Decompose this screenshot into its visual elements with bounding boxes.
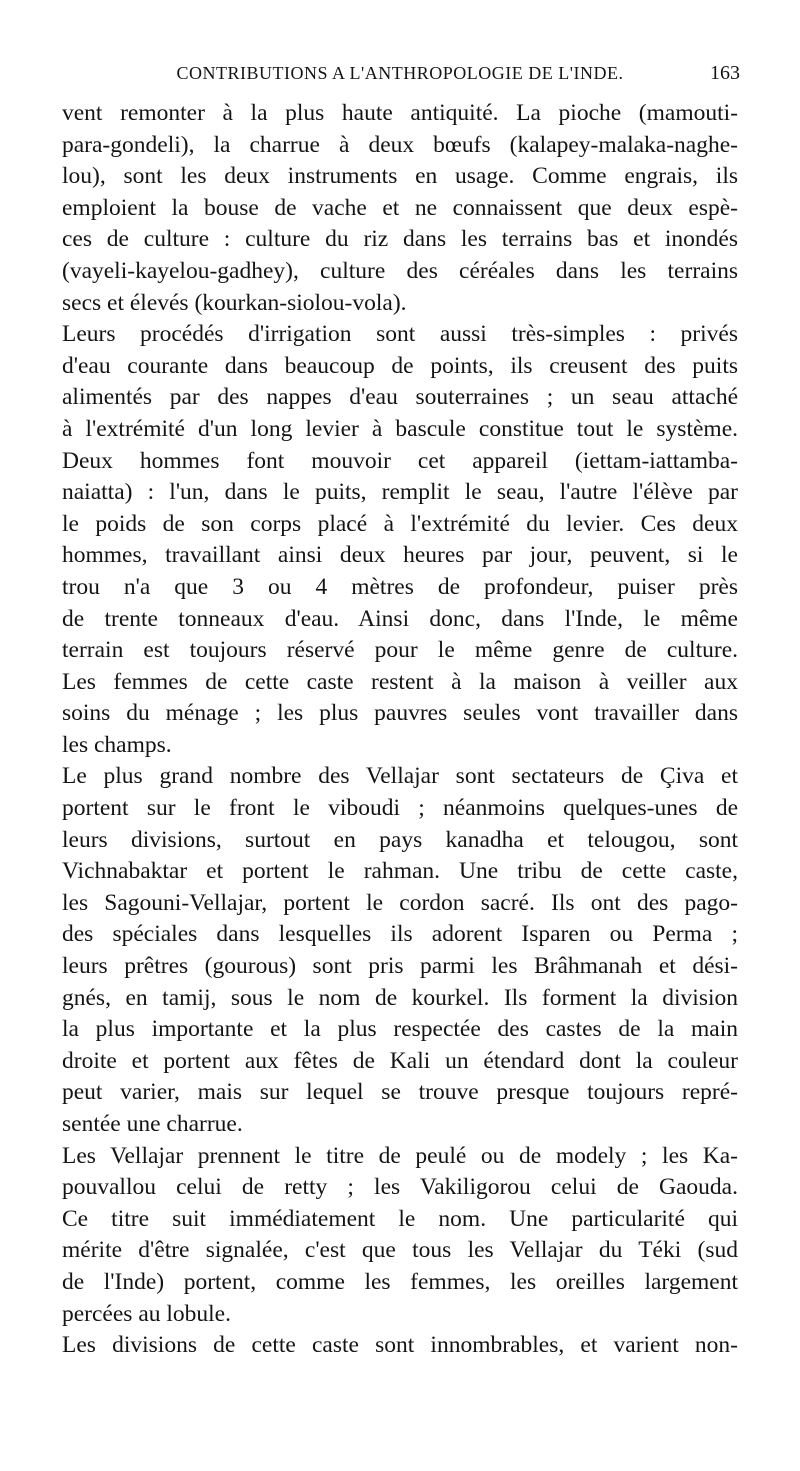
text-line: secs et élevés (kourkan-siolou-vola).: [62, 289, 407, 316]
text-line: les champs.: [62, 731, 172, 758]
text-line: leurs prêtres (gourous) sont pris parmi les Brâhmanah et dési-: [62, 953, 738, 980]
text-line: mérite d'être signalée, c'est que tous les Vellajar du Téki (sud: [62, 1237, 738, 1264]
paragraph-first-line: Les divisions de cette caste sont innombrables, et varient non-: [62, 1332, 738, 1359]
text-line: Deux hommes font mouvoir cet appareil (iettam-iattamba-: [62, 447, 738, 474]
text-line: emploient la bouse de vache et ne connaissent que deux espè-: [62, 194, 738, 221]
text-line: sentée une charrue.: [62, 1111, 243, 1137]
text-line: de trente tonneaux d'eau. Ainsi donc, dans l'Inde, le même: [62, 605, 738, 632]
page-number: 163: [710, 62, 740, 84]
text-line: les Sagouni-Vellajar, portent le cordon sacré. Ils ont des pago-: [62, 889, 738, 916]
text-line: portent sur le front le viboudi ; néanmoins quelques-unes de: [62, 795, 738, 822]
text-line: le poids de son corps placé à l'extrémité du levier. Ces deux: [62, 510, 738, 537]
text-line: ces de culture : culture du riz dans les terrains bas et inondés: [62, 226, 738, 253]
text-line: percées au lobule.: [62, 1300, 231, 1327]
text-line: vent remonter à la plus haute antiquité. La pioche (mamouti-: [62, 100, 738, 126]
text-line: trou n'a que 3 ou 4 mètres de profondeur, puiser près: [62, 573, 738, 600]
text-line: naiatta) : l'un, dans le puits, remplit le seau, l'autre l'élève par: [62, 479, 738, 506]
text-line: hommes, travaillant ainsi deux heures par jour, peuvent, si le: [62, 542, 738, 569]
text-line: de l'Inde) portent, comme les femmes, les oreilles largement: [62, 1268, 738, 1295]
text-line: Ce titre suit immédiatement le nom. Une particularité qui: [62, 1205, 738, 1232]
text-line: terrain est toujours réservé pour le même genre de culture.: [62, 637, 738, 664]
text-line: soins du ménage ; les plus pauvres seules vont travailler dans: [62, 700, 738, 727]
paragraph-first-line: Leurs procédés d'irrigation sont aussi très-simples : privés: [62, 321, 738, 348]
text-line: Vichnabaktar et portent le rahman. Une tribu de cette caste,: [62, 858, 738, 885]
paragraph-first-line: Les Vellajar prennent le titre de peulé ou de modely ; les Ka-: [62, 1142, 738, 1169]
running-head: [60, 58, 740, 88]
text-line: alimentés par des nappes d'eau souterraines ; un seau attaché: [62, 384, 738, 411]
text-line: leurs divisions, surtout en pays kanadha et telougou, sont: [62, 826, 738, 853]
body-text: [62, 98, 738, 1362]
text-line: peut varier, mais sur lequel se trouve presque toujours repré-: [62, 1079, 738, 1106]
text-line: la plus importante et la plus respectée des castes de la main: [62, 1016, 738, 1043]
text-line: gnés, en tamij, sous le nom de kourkel. Ils forment la division: [62, 984, 738, 1011]
paragraph-first-line: Les femmes de cette caste restent à la maison à veiller aux: [62, 668, 738, 695]
text-line: para-gondeli), la charrue à deux bœufs (kalapey-malaka-naghe-: [62, 131, 738, 158]
paragraph-first-line: Le plus grand nombre des Vellajar sont sectateurs de Çiva et: [62, 763, 738, 790]
running-title: CONTRIBUTIONS A L'ANTHROPOLOGIE DE L'INDE.: [176, 63, 624, 83]
text-line: lou), sont les deux instruments en usage. Comme engrais, ils: [62, 163, 738, 190]
text-line: des spéciales dans lesquelles ils adorent Isparen ou Perma ;: [62, 921, 738, 948]
text-line: d'eau courante dans beaucoup de points, ils creusent des puits: [62, 352, 738, 379]
text-line: à l'extrémité d'un long levier à bascule constitue tout le système.: [62, 415, 738, 442]
text-line: pouvallou celui de retty ; les Vakiligorou celui de Gaouda.: [62, 1174, 738, 1201]
text-line: (vayeli-kayelou-gadhey), culture des céréales dans les terrains: [62, 257, 738, 284]
text-line: droite et portent aux fêtes de Kali un étendard dont la couleur: [62, 1047, 738, 1074]
